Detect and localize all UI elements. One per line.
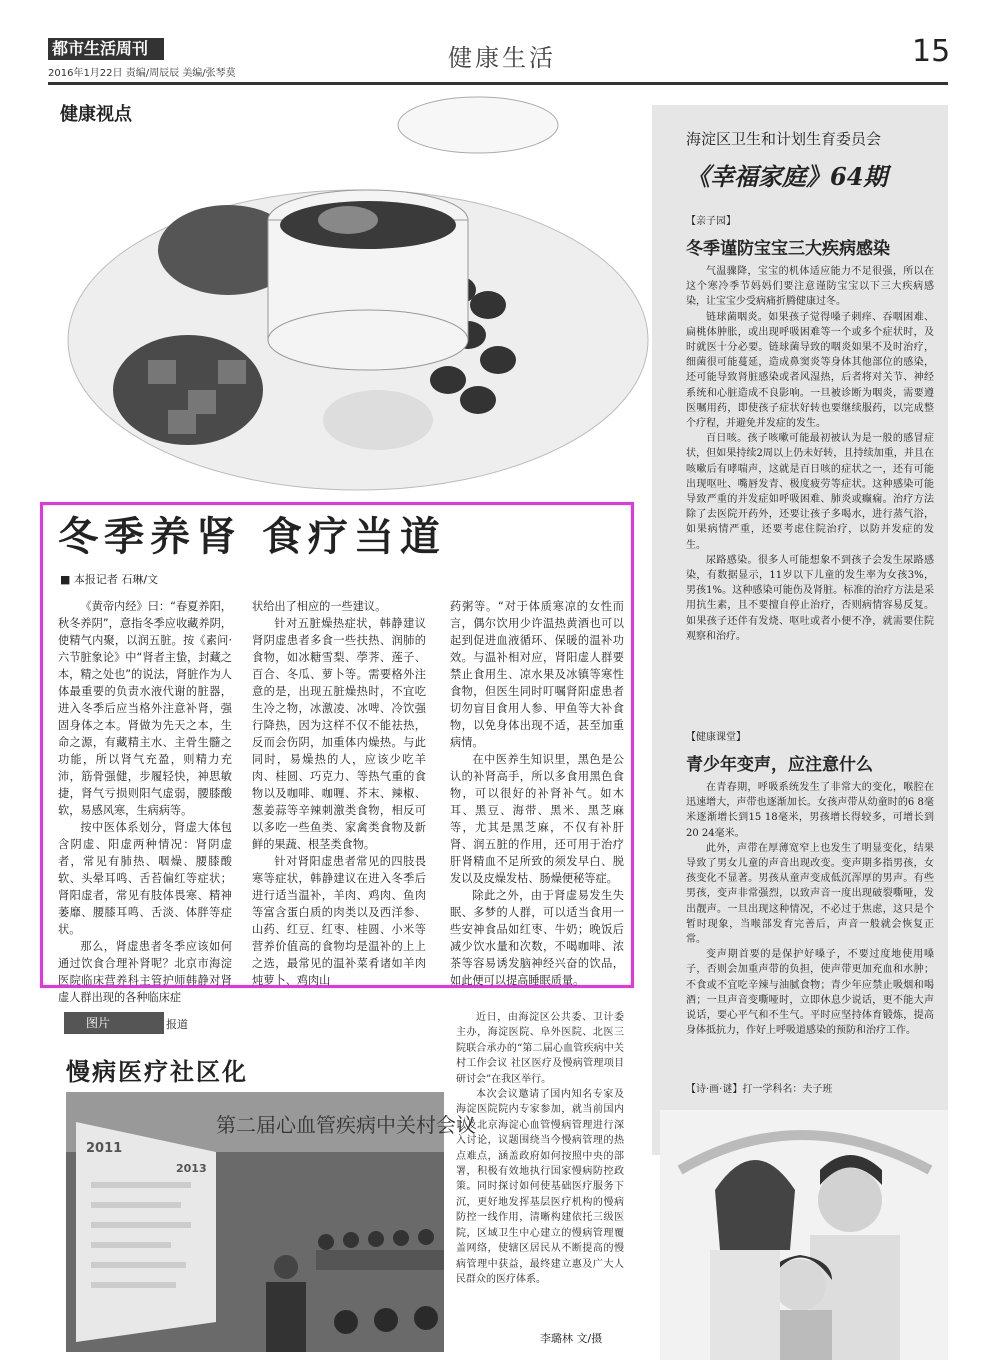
- page-number: 15: [912, 34, 951, 69]
- bottom-paragraph: 近日，由海淀区公共委、卫计委主办，海淀医院、阜外医院、北医三院联合承办的“第二届心血管疾病中关村工作会议 社区医疗及慢病管理项目研讨会”在我区举行。: [456, 1012, 624, 1085]
- sidebar-section-title: 冬季谨防宝宝三大疾病感染: [686, 239, 890, 259]
- conference-photo: [66, 1092, 476, 1352]
- sidebar-paragraph: 此外，声带在厚薄宽窄上也发生了明显变化，结果导致了男女儿童的声音出现改变。变声期多指男孩，女孩变化不显著。男孩从童声变成低沉浑厚的男声。有些男孩，变声非常强烈，以致声音一度出现破裂嘶哑，发出靓声。一旦出现这种情况，不必过于焦虑，这只是个暂时现象，当喉部发育完善后，声音一般就会恢复正常。: [686, 842, 934, 946]
- masthead-name: 都市生活周刊: [48, 38, 164, 60]
- conference-banner-text: 第二届心血管疾病中关村会议: [216, 1115, 476, 1137]
- sidebar-section-body: [686, 264, 934, 644]
- article-paragraph: 状给出了相应的一些建议。: [252, 600, 387, 613]
- article-byline: ■ 本报记者 石琳/文: [60, 573, 159, 586]
- article-title: 冬季养肾 食疗当道: [58, 513, 446, 560]
- sidebar-paragraph: 变声期首要的是保护好嗓子，不要过度地使用嗓子，否则会加重声带的负担，使声带更加充血和水肿；不食或不宜吃辛辣与油腻食物；青少年应禁止吸烟和喝酒；一旦声音变嘶哑时，立即休息少说话，更不能大声说话，要心平气和不生气。平时应坚持体育锻炼，提高身体抵抗力，作好上呼吸道感染的预防和治疗工作。: [686, 949, 934, 1037]
- sidebar-issue-title: 《幸福家庭》64期: [686, 162, 888, 191]
- article-column-2: [252, 598, 426, 989]
- photo-report-suffix: 报道: [166, 1018, 188, 1031]
- sidebar-section-body: [686, 780, 934, 1038]
- sidebar-paragraph: 在青春期，呼吸系统发生了非常大的变化，喉腔在迅速增大，声带也逐渐加长。女孩声带从幼童时的6 8毫米逐渐增长到15 18毫米，男孩增长得较多，可增长到20 24毫米。: [686, 782, 934, 839]
- article-paragraph: 药粥等。“对于体质寒凉的女性而言，偶尔饮用少许温热黄酒也可以起到促进血液循环、保暖的温补功效。与温补相对应，肾阳虚人群要禁止食用生、凉水果及冰镇等寒性食物，但医生同时叮嘱肾阳虚患者切勿盲目食用人参、甲鱼等大补食物，以免身体出现不适，甚至加重病情。: [450, 600, 624, 749]
- article-paragraph: 那么，肾虚患者冬季应该如何通过饮食合理补肾呢？北京市海淀医院临床营养科主管护师韩静对肾虚人群出现的各种临床症: [58, 940, 232, 1004]
- food-photo: [48, 90, 648, 500]
- photo-report-label: [64, 1012, 164, 1034]
- section-title: 健康生活: [448, 44, 556, 72]
- conference-year-2013: 2013: [176, 1162, 207, 1175]
- article-paragraph: 《黄帝内经》曰：“春夏养阳，秋冬养阴”，意指冬季应收藏养阴，使精气内聚，以润五脏。按《素问·六节脏象论》中“肾者主蛰，封藏之本，精之处也”的说法，肾脏作为人体最重要的负责水液代谢的脏器，进入冬季后应当格外注意补肾，强固身体之本。肾做为先天之本，生命之源，有藏精主水、主骨生髓之功能，所以肾气充盈，则精力充沛，筋骨强健，步履轻快，神思敏捷，肾气亏损则阳气虚弱，腰膝酸软，易感风寒，生病病等。: [58, 600, 232, 817]
- bottom-article-body: [456, 1010, 624, 1287]
- article-paragraph: 在中医养生知识里，黑色是公认的补肾高手，所以多食用黑色食物，可以很好的补肾补气。如木耳、黑豆、海带、黑米、黑芝麻等，尤其是黑芝麻，不仅有补肝肾、润五脏的作用，还可用于治疗肝肾精血不足所致的须发早白、脱发以及皮燥发枯、肠燥便秘等症。: [450, 753, 624, 885]
- header-rule: [48, 82, 948, 85]
- article-column-1: [58, 598, 232, 1006]
- article-paragraph: 针对五脏燥热症状，韩静建议肾阴虚患者多食一些扶热、润肺的食物，如冰糖雪梨、荸荠、莲子、百合、冬瓜、萝卜等。需要格外注意的是，出现五脏燥热时，不宜吃生冷之物，冰激凌、冰啤、冷饮强行降热，因为这样不仅不能祛热，反而会伤阴，加重体内燥热。与此同时，易燥热的人，应该少吃羊肉、桂圆、巧克力、等热气重的食物以及咖啡、咖喱、芥末、辣椒、葱姜蒜等辛辣刺激类食物，相反可以多吃一些鱼类、家禽类食物及新鲜的果蔬、根茎类食物。: [252, 617, 426, 851]
- sidebar-paragraph: 尿路感染。很多人可能想象不到孩子会发生尿路感染，有数据显示，11岁以下儿童的发生率为女孩3%，男孩1%。这种感染可能伤及肾脏。标准的治疗方法是采用抗生素，且不要擅自停止治疗，否则病情容易反复。如果孩子还伴有发烧、呕吐或者小便不净，就需要住院观察和治疗。: [686, 554, 934, 642]
- sidebar-paragraph: 百日咳。孩子咳嗽可能最初被认为是一般的感冒症状，但如果持续2周以上仍未好转，且持续加重，并且在咳嗽后有哮喘声，这就是百日咳的症状之一，还有可能出现呕吐、嘴唇发青、极度疲劳等症状。这种感染可能导致严重的并发症如呼吸困难、肺炎或癫痫。治疗方法除了去医院开药外，还要让孩子多喝水，进行蒸气浴，如果病情严重，还要考虑住院治疗，以防并发症的发生。: [686, 433, 934, 551]
- conference-year-2011: 2011: [86, 1141, 123, 1156]
- article-paragraph: 针对肾阳虚患者常见的四肢畏寒等症状，韩静建议在进入冬季后进行适当温补，羊肉、鸡肉、鱼肉等富含蛋白质的肉类以及西洋参、山药、红豆、红枣、桂圆、小米等营养价值高的食物均是温补的上上之选，最常见的温补菜肴诸如羊肉炖萝卜、鸡肉山: [252, 855, 426, 987]
- photo-report-prefix: 图片: [86, 1016, 111, 1030]
- column-label: 健康视点: [60, 104, 132, 125]
- article-paragraph: 按中医体系划分，肾虚大体包含阴虚、阳虚两种情况：肾阴虚者，常见有肺热、咽燥、腰膝酸软、头晕耳鸣、舌苔偏红等症状；肾阳虚者，常见有肢体畏寒、精神萎靡、腰膝耳鸣、舌淡、体胖等症状。: [58, 821, 232, 936]
- bottom-author: 李璐林 文/摄: [540, 1332, 603, 1345]
- sidebar-paragraph: 气温骤降，宝宝的机体适应能力不足很强，所以在这个寒冷季节妈妈们要注意谨防宝宝以下三大疾病感染，让宝宝少受病痛折腾健康过冬。: [686, 266, 934, 308]
- sidebar-paragraph: 链球菌咽炎。如果孩子觉得嗓子刺痒、吞咽困难、扁桃体肿胀，或出现呼吸困难等一个或多个症状时，及时就医十分必要。链球菌导致的咽炎如果不及时治疗，细菌很可能蔓延，造成鼻窦炎等身体其他部位的感染，还可能导致肾脏感染或者风湿热，后者将对关节、神经系统和心脏造成不良影响。一旦被诊断为咽炎，需要遵医嘱用药，即使孩子症状好转也要继续服药，以完成整个疗程，并避免并发症的发生。: [686, 311, 934, 430]
- sidebar-committee: 海淀区卫生和计划生育委员会: [686, 130, 882, 148]
- sidebar-section-tag: 【健康课堂】: [686, 732, 746, 743]
- bottom-paragraph: 本次会议邀请了国内知名专家及海淀医院院内专家参加，就当前国内以及北京海淀心血管慢病管理进行深入讨论，议题围绕当今慢病管理的热点难点，涵盖政府如何按照中央的部署，积极有效地执行国家慢病防控政策。同时探讨如何使基础医疗服务下沉，更好地发挥基层医疗机构的慢病防控一线作用，清晰构建依托三级医院，区域卫生中心建立的慢病管理覆盖网络，使辖区居民从不断提高的慢病管理中获益，最终建立惠及广大人民群众的医疗体系。: [456, 1089, 624, 1285]
- bottom-article-title: 慢病医疗社区化: [66, 1057, 248, 1086]
- sidebar-section-title: 青少年变声，应注意什么: [686, 755, 873, 775]
- article-column-3: [450, 598, 624, 989]
- sidebar-section-tag: 【亲子园】: [686, 216, 736, 227]
- article-paragraph: 除此之外，由于肾虚易发生失眠、多梦的人群，可以适当食用一些安神食品如红枣、牛奶；晚饭后减少饮水量和次数，不喝咖啡、浓茶等容易诱发脑神经兴奋的饮品，如此便可以提高睡眠质量。: [450, 889, 624, 987]
- sidebar-riddle: 【诗·画·谜】打一学科名：夫子班: [686, 1084, 833, 1095]
- family-photo: [660, 1110, 948, 1360]
- issue-info: 2016年1月22日 责编/周辰辰 美编/张琴莫: [48, 68, 236, 79]
